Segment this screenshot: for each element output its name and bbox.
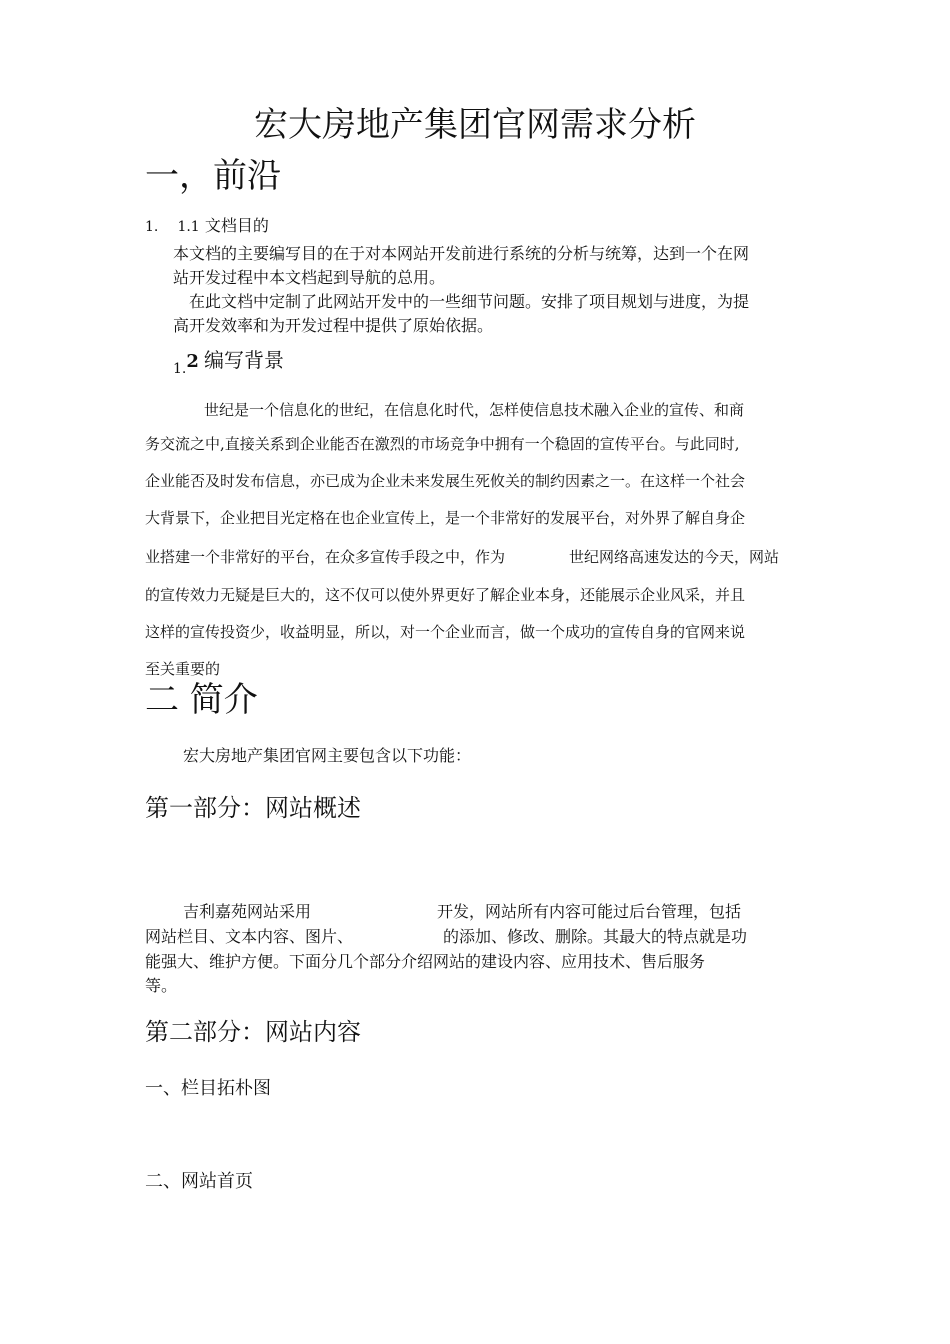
paragraph-line: 高开发效率和为开发过程中提供了原始依据。 <box>173 316 494 335</box>
list-item-doc-purpose <box>145 214 269 239</box>
paragraph-line: 至关重要的 <box>145 660 221 678</box>
subsection-heading-background <box>173 344 284 377</box>
section-heading-preface: 一，前沿 <box>145 156 281 196</box>
document-title: 宏大房地产集团官网需求分析 <box>254 105 696 145</box>
content-item-topology: 一、栏目拓朴图 <box>145 1078 271 1099</box>
part-heading-overview: 第一部分：网站概述 <box>145 794 361 822</box>
paragraph-line: 在此文档中定制了此网站开发中的一些细节问题。安排了项目规划与进度，为提 <box>189 292 750 311</box>
content-item-homepage: 二、网站首页 <box>145 1171 253 1192</box>
paragraph-line: 的添加、修改、删除。其最大的特点就是功 <box>443 927 748 946</box>
intro-text: 宏大房地产集团官网主要包含以下功能： <box>183 746 472 765</box>
paragraph-line: 世纪网络高速发达的今天，网站 <box>569 548 780 566</box>
paragraph-line: 业搭建一个非常好的平台，在众多宣传手段之中，作为 <box>145 548 506 566</box>
subsection-number: 1.1 <box>177 219 200 235</box>
part-heading-content: 第二部分：网站内容 <box>145 1018 361 1046</box>
paragraph-line: 大背景下，企业把目光定格在也企业宣传上，是一个非常好的发展平台，对外界了解自身企 <box>145 509 746 527</box>
paragraph-line: 这样的宣传投资少，收益明显，所以，对一个企业而言，做一个成功的宣传自身的官网来说 <box>145 623 746 641</box>
subsection-number: 2 <box>186 351 199 372</box>
paragraph-line: 的宣传效力无疑是巨大的，这不仅可以使外界更好了解企业本身，还能展示企业风采，并且 <box>145 586 746 604</box>
section-heading-intro: 二 简介 <box>145 680 258 720</box>
paragraph-line: 世纪是一个信息化的世纪，在信息化时代，怎样使信息技术融入企业的宣传、和商 <box>204 401 745 419</box>
paragraph-line: 企业能否及时发布信息，亦已成为企业未来发展生死攸关的制约因素之一。在这样一个社会 <box>145 472 746 490</box>
paragraph-line: 网站栏目、文本内容、图片、 <box>145 927 354 946</box>
list-number: 1. <box>145 219 159 235</box>
paragraph-line: 等。 <box>145 976 178 995</box>
subsection-title: 文档目的 <box>204 216 269 235</box>
paragraph-line: 务交流之中,直接关系到企业能否在激烈的市场竞争中拥有一个稳固的宣传平台。与此同时, <box>145 435 740 453</box>
paragraph-line: 站开发过程中本文档起到导航的总用。 <box>173 268 446 287</box>
paragraph-line: 能强大、维护方便。下面分几个部分介绍网站的建设内容、应用技术、售后服务 <box>145 952 706 971</box>
paragraph-line: 本文档的主要编写目的在于对本网站开发前进行系统的分析与统筹，达到一个在网 <box>173 244 750 263</box>
subsection-title: 编写背景 <box>203 348 284 372</box>
paragraph-line: 吉利嘉苑网站采用 <box>183 902 312 921</box>
subsection-number: 1. <box>173 361 187 377</box>
paragraph-line: 开发，网站所有内容可能过后台管理，包括 <box>437 902 742 921</box>
